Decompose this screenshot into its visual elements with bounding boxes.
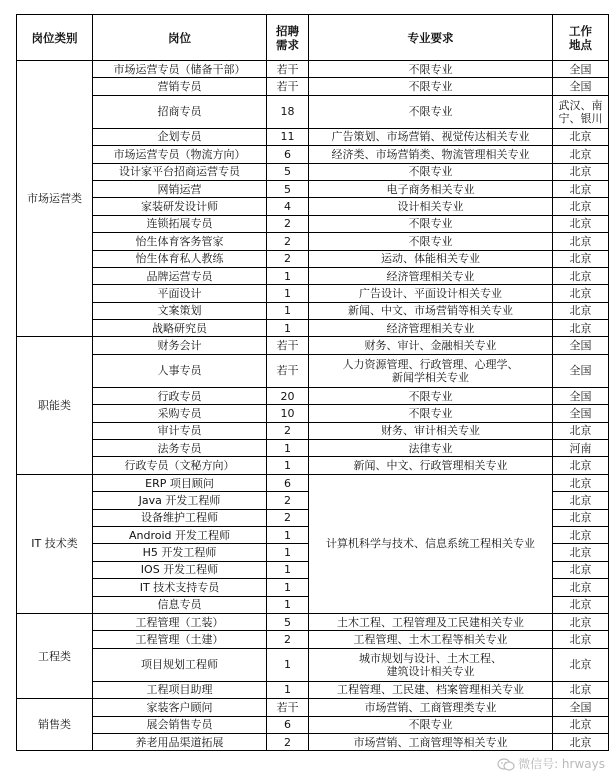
location-cell: 北京 [553, 128, 609, 145]
position-cell: 行政专员 [93, 387, 267, 404]
requirement-cell: 广告设计、平面设计相关专业 [309, 285, 553, 302]
category-cell: 市场运营类 [17, 61, 93, 337]
location-cell: 北京 [553, 613, 609, 630]
table-row [17, 78, 609, 95]
location-cell: 北京 [553, 509, 609, 526]
position-cell: 网销运营 [93, 180, 267, 197]
count-cell: 1 [267, 285, 309, 302]
recruitment-table [16, 14, 609, 751]
table-row [17, 457, 609, 474]
position-cell: 家装研发设计师 [93, 198, 267, 215]
requirement-cell: 广告策划、市场营销、视觉传达相关专业 [309, 128, 553, 145]
table-row [17, 354, 609, 387]
count-cell: 1 [267, 544, 309, 561]
position-cell: 展会销售专员 [93, 716, 267, 733]
table-row [17, 302, 609, 319]
requirement-cell: 电子商务相关专业 [309, 180, 553, 197]
position-cell: 文案策划 [93, 302, 267, 319]
category-cell: 职能类 [17, 337, 93, 474]
count-cell: 5 [267, 163, 309, 180]
position-cell: 市场运营专员（物流方向） [93, 146, 267, 163]
header-location [553, 15, 609, 61]
table-row [17, 648, 609, 681]
location-cell: 北京 [553, 648, 609, 681]
location-cell: 北京 [553, 716, 609, 733]
count-cell: 4 [267, 198, 309, 215]
count-cell: 1 [267, 440, 309, 457]
requirement-cell: 不限专业 [309, 163, 553, 180]
count-cell: 6 [267, 716, 309, 733]
location-cell: 北京 [553, 250, 609, 267]
location-cell: 北京 [553, 267, 609, 284]
location-cell: 北京 [553, 561, 609, 578]
position-cell: 工程项目助理 [93, 681, 267, 698]
table-row [17, 61, 609, 78]
count-cell: 18 [267, 95, 309, 128]
position-cell: 怡生体育私人教练 [93, 250, 267, 267]
position-cell: 工程管理（土建） [93, 631, 267, 648]
location-cell: 北京 [553, 198, 609, 215]
position-cell: 连锁拓展专员 [93, 215, 267, 232]
header-count-line1: 招聘 [276, 23, 299, 38]
position-cell: 怡生体育客务管家 [93, 233, 267, 250]
count-cell: 2 [267, 215, 309, 232]
count-cell: 若干 [267, 78, 309, 95]
location-cell: 北京 [553, 631, 609, 648]
header-count-line2: 需求 [276, 37, 299, 52]
requirement-cell: 经济类、市场营销类、物流管理相关专业 [309, 146, 553, 163]
count-cell: 1 [267, 267, 309, 284]
requirement-cell: 不限专业 [309, 716, 553, 733]
location-cell: 北京 [553, 544, 609, 561]
requirement-cell: 运动、体能相关专业 [309, 250, 553, 267]
location-cell: 北京 [553, 146, 609, 163]
requirement-cell: 市场营销、工商管理类专业 [309, 699, 553, 716]
count-cell: 6 [267, 474, 309, 491]
table-row [17, 180, 609, 197]
table-row [17, 716, 609, 733]
position-cell: 营销专员 [93, 78, 267, 95]
table-row [17, 198, 609, 215]
position-cell: 企划专员 [93, 128, 267, 145]
position-cell: 招商专员 [93, 95, 267, 128]
location-cell: 全国 [553, 354, 609, 387]
position-cell: 财务会计 [93, 337, 267, 354]
table-row [17, 440, 609, 457]
count-cell: 10 [267, 405, 309, 422]
count-cell: 2 [267, 733, 309, 750]
count-cell: 2 [267, 422, 309, 439]
requirement-cell [309, 648, 553, 681]
location-cell: 北京 [553, 320, 609, 337]
header-count [267, 15, 309, 61]
header-position: 岗位 [93, 15, 267, 61]
count-cell: 2 [267, 631, 309, 648]
count-cell: 2 [267, 250, 309, 267]
requirement-line: 人力资源管理、行政管理、心理学、 [342, 357, 519, 371]
watermark [497, 755, 605, 772]
location-cell: 河南 [553, 440, 609, 457]
count-cell: 5 [267, 613, 309, 630]
count-cell: 1 [267, 526, 309, 543]
position-cell: 平面设计 [93, 285, 267, 302]
header-category: 岗位类别 [17, 15, 93, 61]
location-cell: 北京 [553, 215, 609, 232]
position-cell: 家装客户顾问 [93, 699, 267, 716]
requirement-cell: 不限专业 [309, 95, 553, 128]
count-cell: 20 [267, 387, 309, 404]
location-cell: 北京 [553, 492, 609, 509]
position-cell: 采购专员 [93, 405, 267, 422]
table-row [17, 285, 609, 302]
position-cell: 养老用品渠道拓展 [93, 733, 267, 750]
location-cell: 北京 [553, 474, 609, 491]
requirement-cell: 不限专业 [309, 233, 553, 250]
header-location-line1: 工作 [569, 23, 592, 38]
table-row [17, 215, 609, 232]
header-location-line2: 地点 [569, 37, 592, 52]
position-cell: 信息专员 [93, 596, 267, 613]
requirement-cell: 市场营销、工商管理等相关专业 [309, 733, 553, 750]
requirement-cell: 不限专业 [309, 405, 553, 422]
requirement-cell: 工程管理、土木工程等相关专业 [309, 631, 553, 648]
location-cell: 全国 [553, 405, 609, 422]
count-cell: 6 [267, 146, 309, 163]
table-row [17, 474, 609, 491]
location-cell: 北京 [553, 733, 609, 750]
count-cell: 1 [267, 596, 309, 613]
requirement-cell: 经济管理相关专业 [309, 320, 553, 337]
count-cell: 2 [267, 509, 309, 526]
requirement-cell: 计算机科学与技术、信息系统工程相关专业 [309, 474, 553, 613]
count-cell: 若干 [267, 699, 309, 716]
location-cell: 北京 [553, 422, 609, 439]
table-header-row [17, 15, 609, 61]
location-cell: 北京 [553, 457, 609, 474]
count-cell: 2 [267, 492, 309, 509]
requirement-cell: 新闻、中文、行政管理相关专业 [309, 457, 553, 474]
location-cell: 北京 [553, 526, 609, 543]
location-cell: 北京 [553, 285, 609, 302]
location-cell: 北京 [553, 163, 609, 180]
location-cell: 北京 [553, 302, 609, 319]
count-cell: 2 [267, 233, 309, 250]
count-cell: 1 [267, 681, 309, 698]
requirement-cell: 法律专业 [309, 440, 553, 457]
location-cell: 全国 [553, 387, 609, 404]
position-cell: IT 技术支持专员 [93, 579, 267, 596]
position-cell: 战略研究员 [93, 320, 267, 337]
position-cell: 设计家平台招商运营专员 [93, 163, 267, 180]
category-cell: 工程类 [17, 613, 93, 698]
table-row [17, 733, 609, 750]
table-row [17, 233, 609, 250]
table-row [17, 681, 609, 698]
position-cell: 法务专员 [93, 440, 267, 457]
position-cell: ERP 项目顾问 [93, 474, 267, 491]
requirement-line: 城市规划与设计、土木工程、 [359, 651, 502, 665]
requirement-cell: 不限专业 [309, 215, 553, 232]
position-cell: 设备维护工程师 [93, 509, 267, 526]
count-cell: 若干 [267, 337, 309, 354]
requirement-cell: 不限专业 [309, 61, 553, 78]
position-cell: Java 开发工程师 [93, 492, 267, 509]
count-cell: 5 [267, 180, 309, 197]
position-cell: 审计专员 [93, 422, 267, 439]
table-row [17, 337, 609, 354]
position-cell: 人事专员 [93, 354, 267, 387]
requirement-cell [309, 354, 553, 387]
position-cell: H5 开发工程师 [93, 544, 267, 561]
wechat-icon [497, 758, 515, 771]
requirement-cell: 经济管理相关专业 [309, 267, 553, 284]
table-row [17, 422, 609, 439]
requirement-cell: 新闻、中文、市场营销等相关专业 [309, 302, 553, 319]
count-cell: 1 [267, 579, 309, 596]
location-cell: 武汉、南宁、银川 [553, 95, 609, 128]
count-cell: 1 [267, 648, 309, 681]
position-cell: IOS 开发工程师 [93, 561, 267, 578]
location-cell: 北京 [553, 579, 609, 596]
requirement-cell: 土木工程、工程管理及工民建相关专业 [309, 613, 553, 630]
category-cell: 销售类 [17, 699, 93, 751]
location-cell: 北京 [553, 681, 609, 698]
count-cell: 若干 [267, 354, 309, 387]
table-row [17, 267, 609, 284]
location-cell: 全国 [553, 61, 609, 78]
position-cell: 项目规划工程师 [93, 648, 267, 681]
location-cell: 北京 [553, 180, 609, 197]
table-row [17, 387, 609, 404]
requirement-cell: 不限专业 [309, 78, 553, 95]
requirement-cell: 工程管理、工民建、档案管理相关专业 [309, 681, 553, 698]
requirement-line: 建筑设计相关专业 [386, 664, 475, 678]
table-row [17, 163, 609, 180]
requirement-line: 新闻学相关专业 [392, 370, 469, 384]
position-cell: 品牌运营专员 [93, 267, 267, 284]
count-cell: 1 [267, 302, 309, 319]
location-cell: 全国 [553, 337, 609, 354]
location-cell: 北京 [553, 596, 609, 613]
count-cell: 1 [267, 320, 309, 337]
count-cell: 1 [267, 457, 309, 474]
count-cell: 若干 [267, 61, 309, 78]
location-cell: 全国 [553, 78, 609, 95]
header-requirement: 专业要求 [309, 15, 553, 61]
table-row [17, 146, 609, 163]
count-cell: 1 [267, 561, 309, 578]
requirement-cell: 财务、审计相关专业 [309, 422, 553, 439]
position-cell: 市场运营专员（储备干部） [93, 61, 267, 78]
position-cell: 行政专员（文秘方向） [93, 457, 267, 474]
count-cell: 11 [267, 128, 309, 145]
location-cell: 北京 [553, 233, 609, 250]
location-cell: 全国 [553, 699, 609, 716]
requirement-cell: 财务、审计、金融相关专业 [309, 337, 553, 354]
watermark-text: 微信号: hrways [518, 757, 605, 771]
table-row [17, 613, 609, 630]
position-cell: 工程管理（工装） [93, 613, 267, 630]
category-cell: IT 技术类 [17, 474, 93, 613]
requirement-cell: 设计相关专业 [309, 198, 553, 215]
table-row [17, 405, 609, 422]
table-row [17, 320, 609, 337]
table-row [17, 250, 609, 267]
position-cell: Android 开发工程师 [93, 526, 267, 543]
table-row [17, 128, 609, 145]
table-row [17, 95, 609, 128]
requirement-cell: 不限专业 [309, 387, 553, 404]
table-row [17, 631, 609, 648]
table-row [17, 699, 609, 716]
